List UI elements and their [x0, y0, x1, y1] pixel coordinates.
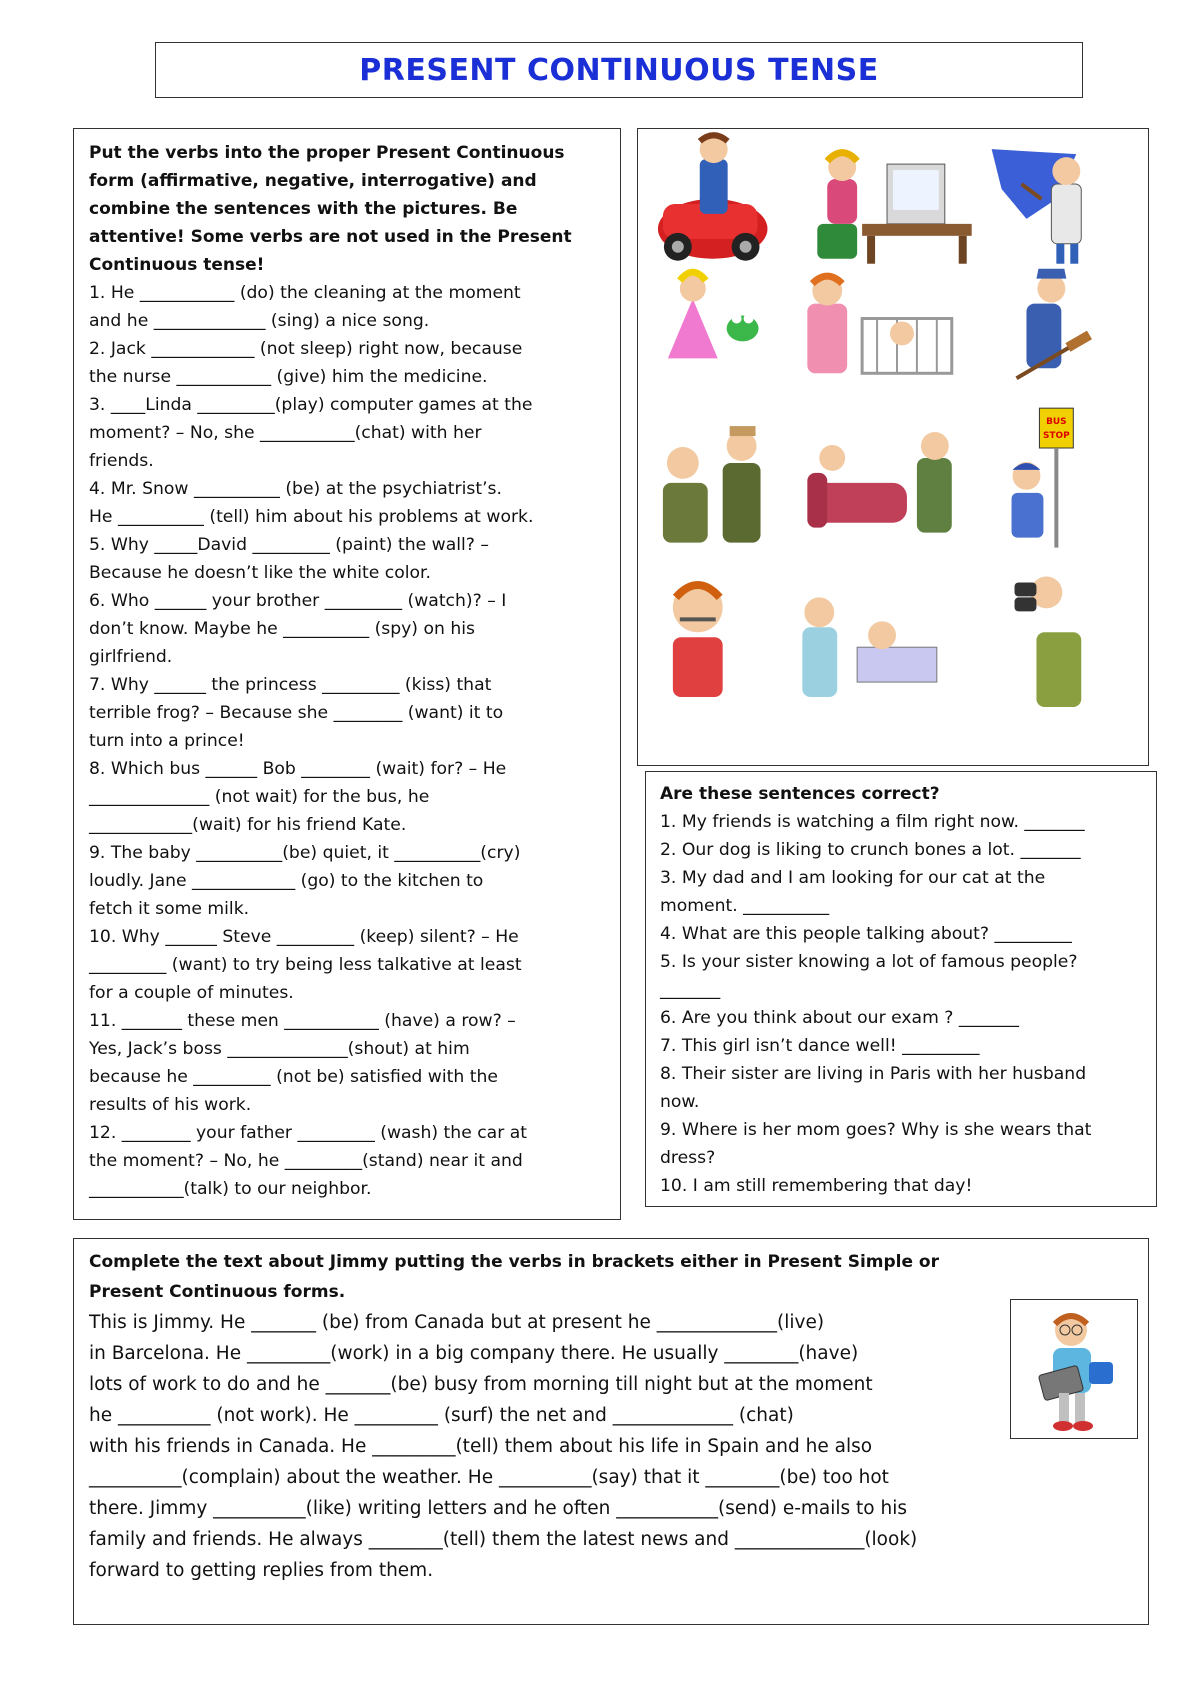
instruction-line: Complete the text about Jimmy putting the verbs in brackets either in Present Simple or	[89, 1252, 939, 1272]
exercise-1-line: 9. The baby __________(be) quiet, it __________(cry)	[89, 843, 521, 863]
exercise-1-line: 5. Why _____David _________ (paint) the wall? –	[89, 535, 489, 555]
man-with-binoculars-picture	[1015, 576, 1082, 706]
exercise-2-line: 1. My friends is watching a film right now. _______	[660, 812, 1085, 832]
exercise-1-line: turn into a prince!	[89, 731, 245, 751]
title-box	[155, 42, 1083, 98]
exercise-3-line: in Barcelona. He _________(work) in a big company there. He usually ________(have)	[89, 1343, 859, 1364]
exercise-1-line: terrible frog? – Because she ________ (want) it to	[89, 703, 504, 723]
exercise-2-line: 10. I am still remembering that day!	[660, 1176, 973, 1196]
exercise-1-line: fetch it some milk.	[89, 899, 250, 919]
exercise-1-line: 1. He ___________ (do) the cleaning at the moment	[89, 283, 521, 303]
exercise-3-line: lots of work to do and he _______(be) busy from morning till night but at the moment	[89, 1374, 873, 1395]
page-title: PRESENT CONTINUOUS TENSE	[359, 52, 879, 88]
exercise-1-line: ____________(wait) for his friend Kate.	[89, 815, 407, 835]
exercise-1-line: 10. Why ______ Steve _________ (keep) silent? – He	[89, 927, 519, 947]
jimmy-illustration	[1011, 1300, 1137, 1438]
bus-stop-text-1: BUS	[1046, 417, 1067, 428]
exercise-1-line: loudly. Jane ____________ (go) to the kitchen to	[89, 871, 484, 891]
exercise-1-line: girlfriend.	[89, 647, 173, 667]
exercise-1-line: because he _________ (not be) satisfied with the	[89, 1067, 498, 1087]
exercise-1-line: results of his work.	[89, 1095, 252, 1115]
exercise-1-line: 7. Why ______ the princess _________ (kiss) that	[89, 675, 492, 695]
exercise-2-line: 6. Are you think about our exam ? _______	[660, 1008, 1020, 1028]
exercise-1-line: 11. _______ these men ___________ (have) a row? –	[89, 1011, 516, 1031]
exercise-3-line: __________(complain) about the weather. He __________(say) that it ________(be) too hot	[89, 1467, 889, 1488]
instruction-line: Continuous tense!	[89, 255, 265, 275]
instruction-line: Put the verbs into the proper Present Continuous	[89, 143, 565, 163]
boy-zipped-mouth-picture	[673, 582, 723, 697]
instruction-line: combine the sentences with the pictures. Be	[89, 199, 518, 219]
exercise-3-line: forward to getting replies from them.	[89, 1560, 434, 1581]
exercise-1-line: 3. ____Linda _________(play) computer games at the	[89, 395, 533, 415]
exercise-2-line: 9. Where is her mom goes? Why is she wears that	[660, 1120, 1092, 1140]
exercise-1-line: ______________ (not wait) for the bus, he	[89, 787, 430, 807]
exercise-2-line: 5. Is your sister knowing a lot of famous people?	[660, 952, 1078, 972]
nurse-and-patient-picture	[802, 597, 936, 697]
exercise-1-instruction	[89, 139, 606, 279]
exercise-1-line: friends.	[89, 451, 154, 471]
exercise-1-line: 6. Who ______ your brother _________ (watch)? – I	[89, 591, 507, 611]
woman-at-computer-picture	[817, 153, 971, 264]
exercise-2-heading: Are these sentences correct?	[660, 784, 940, 804]
exercise-2	[645, 771, 1157, 1207]
man-painting-wall-picture	[992, 149, 1082, 264]
instruction-line: Present Continuous forms.	[89, 1282, 346, 1302]
exercise-2-line: now.	[660, 1092, 700, 1112]
boy-at-bus-stop-picture	[1012, 408, 1074, 547]
exercise-2-items	[660, 808, 1144, 1200]
psychiatrist-session-picture	[807, 432, 951, 533]
exercise-1-line: ___________(talk) to our neighbor.	[89, 1179, 372, 1199]
exercise-1	[73, 128, 621, 1220]
exercise-2-line: 2. Our dog is liking to crunch bones a lot. _______	[660, 840, 1081, 860]
exercise-1-line: Yes, Jack’s boss ______________(shout) at him	[89, 1039, 470, 1059]
bus-stop-text-2: STOP	[1042, 431, 1070, 442]
exercise-1-line: don’t know. Maybe he __________ (spy) on his	[89, 619, 475, 639]
instruction-line: attentive! Some verbs are not used in the Present	[89, 227, 572, 247]
arguing-men-picture	[663, 426, 761, 543]
exercise-2-line: 3. My dad and I am looking for our cat at the	[660, 868, 1046, 888]
exercise-1-line: for a couple of minutes.	[89, 983, 294, 1003]
exercise-1-items	[89, 279, 606, 1203]
exercise-2-line: moment. __________	[660, 896, 830, 916]
exercise-1-line: Because he doesn’t like the white color.	[89, 563, 431, 583]
exercise-2-line: 7. This girl isn’t dance well! _________	[660, 1036, 980, 1056]
exercise-3-line: he __________ (not work). He _________ (surf) the net and _____________ (chat)	[89, 1405, 794, 1426]
exercise-1-line: 4. Mr. Snow __________ (be) at the psychiatrist’s.	[89, 479, 502, 499]
exercise-3	[73, 1238, 1149, 1625]
exercise-1-line: 2. Jack ____________ (not sleep) right now, because	[89, 339, 523, 359]
exercise-1-line: moment? – No, she ___________(chat) with her	[89, 423, 482, 443]
exercise-1-line: and he _____________ (sing) a nice song.	[89, 311, 430, 331]
instruction-line: form (affirmative, negative, interrogative) and	[89, 171, 537, 191]
exercise-2-line: 4. What are this people talking about? _________	[660, 924, 1072, 944]
pictures-panel	[637, 128, 1149, 766]
cartoon-illustrations	[638, 129, 1148, 765]
man-with-crying-baby-picture	[807, 276, 951, 374]
exercise-1-line: 8. Which bus ______ Bob ________ (wait) for? – He	[89, 759, 507, 779]
exercise-3-instruction	[89, 1247, 1134, 1307]
exercise-3-line: This is Jimmy. He _______ (be) from Canada but at present he _____________(live)	[89, 1312, 825, 1333]
exercise-1-line: the moment? – No, he _________(stand) near it and	[89, 1151, 523, 1171]
man-sweeping-picture	[1017, 269, 1092, 379]
exercise-1-line: _________ (want) to try being less talkative at least	[89, 955, 522, 975]
jimmy-picture	[1010, 1299, 1138, 1439]
exercise-2-line: 8. Their sister are living in Paris with her husband	[660, 1064, 1087, 1084]
exercise-3-text	[89, 1307, 1134, 1586]
exercise-1-line: the nurse ___________ (give) him the medicine.	[89, 367, 488, 387]
exercise-3-line: with his friends in Canada. He _________(tell) them about his life in Spain and he also	[89, 1436, 873, 1457]
exercise-1-line: 12. ________ your father _________ (wash) the car at	[89, 1123, 528, 1143]
man-with-car-picture	[658, 135, 768, 261]
exercise-3-line: family and friends. He always ________(tell) them the latest news and ______________(look)	[89, 1529, 918, 1550]
exercise-3-line: there. Jimmy __________(like) writing letters and he often ___________(send) e-mails to his	[89, 1498, 908, 1519]
exercise-2-line: dress?	[660, 1148, 716, 1168]
exercise-2-line: _______	[660, 980, 721, 1000]
princess-and-frog-picture	[668, 272, 759, 358]
exercise-1-line: He __________ (tell) him about his problems at work.	[89, 507, 534, 527]
